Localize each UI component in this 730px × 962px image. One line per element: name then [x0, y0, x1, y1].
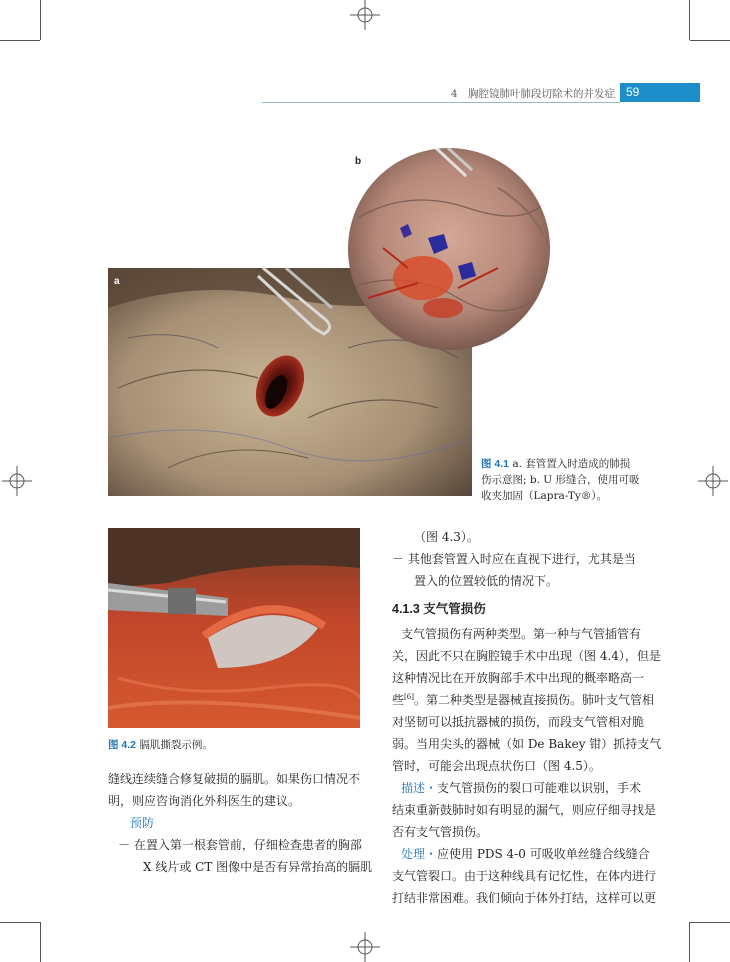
- body-line: 对坚韧可以抵抗器械的损伤，而段支气管相对脆: [392, 715, 645, 729]
- crop-mark: [690, 922, 730, 923]
- figure-label-b: b: [355, 156, 362, 167]
- description-line: [401, 780, 641, 796]
- body-line: 弱。当用尖头的器械（如 De Bakey 钳）抓持支气: [392, 737, 662, 751]
- treatment-text: 应使用 PDS 4-0 可吸收单丝缝合线缝合: [437, 847, 650, 861]
- figure-4-1b-photo: [348, 148, 550, 350]
- figure-4-2-caption-text: 膈肌撕裂示例。: [139, 739, 213, 751]
- body-line: （图 4.3）。: [414, 530, 479, 544]
- description-label: 描述・: [401, 781, 438, 795]
- page-number: 59: [626, 85, 640, 99]
- treatment-line: [401, 846, 650, 862]
- registration-mark-icon: [350, 0, 380, 30]
- body-line: 缝线连续缝合修复破损的膈肌。如果伤口情况不: [108, 772, 361, 786]
- body-line: 管时，可能会出现点状伤口（图 4.5）。: [392, 759, 601, 773]
- section-heading: 4.1.3 支气管损伤: [392, 602, 486, 616]
- body-line: 打结非常困难。我们倾向于体外打结，这样可以更: [392, 891, 657, 905]
- registration-mark-icon: [698, 466, 728, 496]
- figure-4-2-caption: [108, 737, 358, 753]
- description-text: 支气管损伤的裂口可能难以识别，手术: [437, 781, 642, 795]
- figure-4-1-caption-line: 伤示意图; b. U 形缝合，使用可吸: [481, 474, 640, 486]
- figure-4-2-photo: [108, 528, 360, 728]
- crop-mark: [690, 40, 730, 41]
- figure-4-1-caption: [481, 456, 656, 504]
- body-line: 支气管损伤有两种类型。第一种与气管插管有: [401, 627, 642, 641]
- body-line: 结束重新鼓肺时如有明显的漏气，则应仔细寻找是: [392, 803, 657, 817]
- registration-mark-icon: [2, 466, 32, 496]
- figure-4-1-caption-line: a. 套管置入时造成的肺损: [512, 458, 631, 470]
- figure-4-1-caption-line: 收夹加固（Lapra-Ty®）。: [481, 490, 608, 502]
- crop-mark: [689, 922, 690, 962]
- crop-mark: [40, 0, 41, 40]
- body-line: 支气管裂口。由于这种线具有记忆性，在体内进行: [392, 869, 657, 883]
- crop-mark: [0, 40, 40, 41]
- bullet-line: X 线片或 CT 图像中是否有异常抬高的膈肌: [143, 860, 373, 874]
- bullet-line: 置入的位置较低的情况下。: [414, 574, 559, 588]
- body-line: 些[6]。第二种类型是器械直接损伤。肺叶支气管相: [392, 693, 654, 707]
- bullet-line: － 其他套管置入时应在直视下进行，尤其是当: [392, 552, 636, 566]
- crop-mark: [40, 922, 41, 962]
- body-line: 明，则应咨询消化外科医生的建议。: [108, 794, 301, 808]
- bullet-line: － 在置入第一根套管前，仔细检查患者的胸部: [118, 838, 362, 852]
- figure-4-1-caption-label: 图 4.1: [481, 458, 510, 470]
- body-line: 否有支气管损伤。: [392, 825, 489, 839]
- prevention-heading: 预防: [130, 816, 155, 830]
- body-line: 关，因此不只在胸腔镜手术中出现（图 4.4），但是: [392, 649, 661, 663]
- header-rule: [262, 102, 620, 103]
- registration-mark-icon: [350, 932, 380, 962]
- body-line: 这种情况比在开放胸部手术中出现的概率略高一: [392, 671, 645, 685]
- running-title: 4 胸腔镜肺叶肺段切除术的并发症: [450, 88, 615, 100]
- crop-mark: [689, 0, 690, 40]
- crop-mark: [0, 922, 40, 923]
- figure-label-a: a: [114, 276, 120, 287]
- figure-4-2-caption-label: 图 4.2: [108, 739, 137, 751]
- treatment-label: 处理・: [401, 847, 438, 861]
